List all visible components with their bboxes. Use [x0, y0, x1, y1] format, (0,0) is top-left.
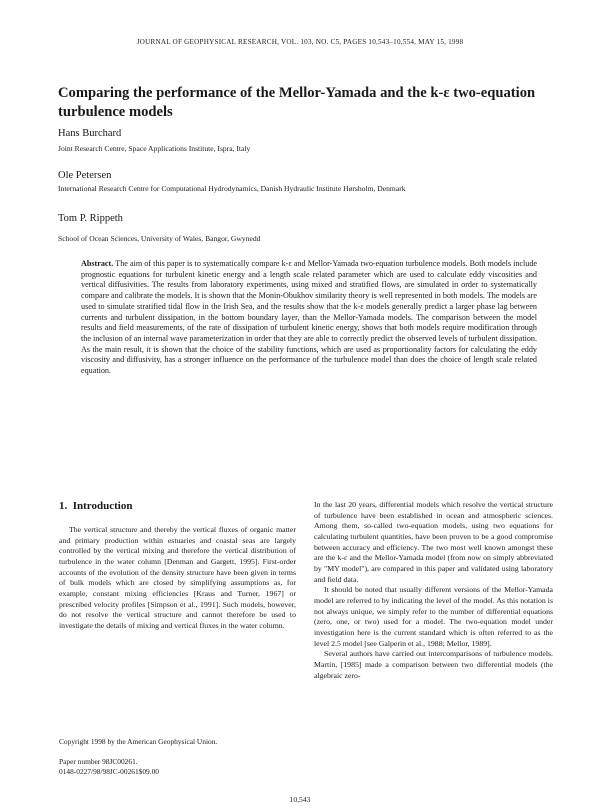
author-name: Ole Petersen	[58, 170, 112, 181]
paper-number: Paper number 98JC00261.	[59, 757, 138, 766]
right-paragraph: Several authors have carried out intercomparisons of turbulence models. Martin, [1985] made a comparison between two differential models (the algebraic zero-	[314, 649, 553, 680]
copyright-note: Copyright 1998 by the American Geophysical Union.	[59, 737, 218, 746]
right-column	[314, 500, 553, 681]
author-affiliation: Joint Research Centre, Space Applications Institute, Ispra, Italy	[58, 144, 251, 153]
journal-header: JOURNAL OF GEOPHYSICAL RESEARCH, VOL. 103, NO. C5, PAGES 10,543–10,554, MAY 15, 1998	[136, 38, 464, 46]
author-affiliation: International Research Centre for Computational Hydrodynamics, Danish Hydraulic Institute Hørsholm, Denmark	[58, 184, 406, 193]
section-number: 1.	[59, 500, 68, 512]
intro-paragraph: The vertical structure and thereby the vertical fluxes of organic matter and primary production within estuaries and coastal seas are largely controlled by the vertical mixing and therefore the vertical distribution of turbulence in the water column [Denman and Gargett, 1995]. First-order accounts of the evolution of the density structure have been given in terms of bulk models which are closed by simplifying assumptions as, for example, constant mixing efficiencies [Kraus and Turner, 1967] or prescribed velocity profiles [Simpson et al., 1991]. Such models, however, do not resolve the vertical structure and cannot therefore be used to investigate the details of mixing and vertical fluxes in the water column.	[59, 525, 296, 630]
right-paragraph: In the last 20 years, differential models which resolve the vertical structure of turbulence have been established in ocean and atmospheric sciences. Among them, so-called two-equation models, using two equations for calculating turbulent quantities, have been proven to be a good compromise between accuracy and efficiency. The two most well known amongst these are the k-ε and the Mellor-Yamada model (from now on simply abbreviated by "MY model"), are compared in this paper and validated using laboratory and field data.	[314, 500, 553, 584]
author-name: Hans Burchard	[58, 128, 122, 139]
paper-title: Comparing the performance of the Mellor-Yamada and the k-ε two-equation turbulence models	[58, 85, 536, 120]
abstract	[81, 259, 537, 377]
section-heading	[59, 500, 296, 514]
page-number: 10,543	[289, 795, 311, 804]
right-paragraph: It should be noted that usually different versions of the Mellor-Yamada model are referred to by indicating the level of the model. As this notation is not always unique, we simply refer to the number of differential equations (zero, one, or two) used for a model. The two-equation model under investigation here is the current standard which is often referred to as the level 2.5 model [see Galperin et al., 1988; Mellor, 1989].	[314, 585, 553, 648]
author-name: Tom P. Rippeth	[58, 213, 123, 224]
abstract-label: Abstract.	[81, 259, 114, 268]
left-column	[59, 500, 296, 632]
issn-line: 0148-0227/98/98JC-00261$09.00	[59, 767, 159, 776]
section-title: Introduction	[72, 500, 133, 512]
author-affiliation: School of Ocean Sciences, University of Wales, Bangor, Gwynedd	[58, 234, 261, 243]
abstract-text: The aim of this paper is to systematically compare k-ε and Mellor-Yamada two-equation turbulence models. Both models include prognostic equations for turbulent kinetic energy and a length scale related parameter which are used to calculate eddy viscosities and vertical diffusivities. The results from laboratory experiments, using mixed and stratified flows, are simulated in order to systematically compare and calibrate the models. It is shown that the Monin-Obukhov similarity theory is well represented in both models. The models are used to simulate stratified tidal flow in the Irish Sea, and the results show that the k-ε models generally predict a larger phase lag between currents and turbulent dissipation, in the bottom boundary layer, than the Mellor-Yamada models. The comparison between the model results and field measurements, of the rate of dissipation of turbulent kinetic energy, shows that both models require modification through the inclusion of an internal wave parameterization in order that they are able to correctly predict the observed levels of turbulent dissipation. As the main result, it is shown that the choice of the stability functions, which are used as proportionality factors for calculating the eddy viscosity and diffusivity, has a stronger influence on the performance of the turbulence model than does the choice of length scale related equation.	[81, 259, 537, 376]
